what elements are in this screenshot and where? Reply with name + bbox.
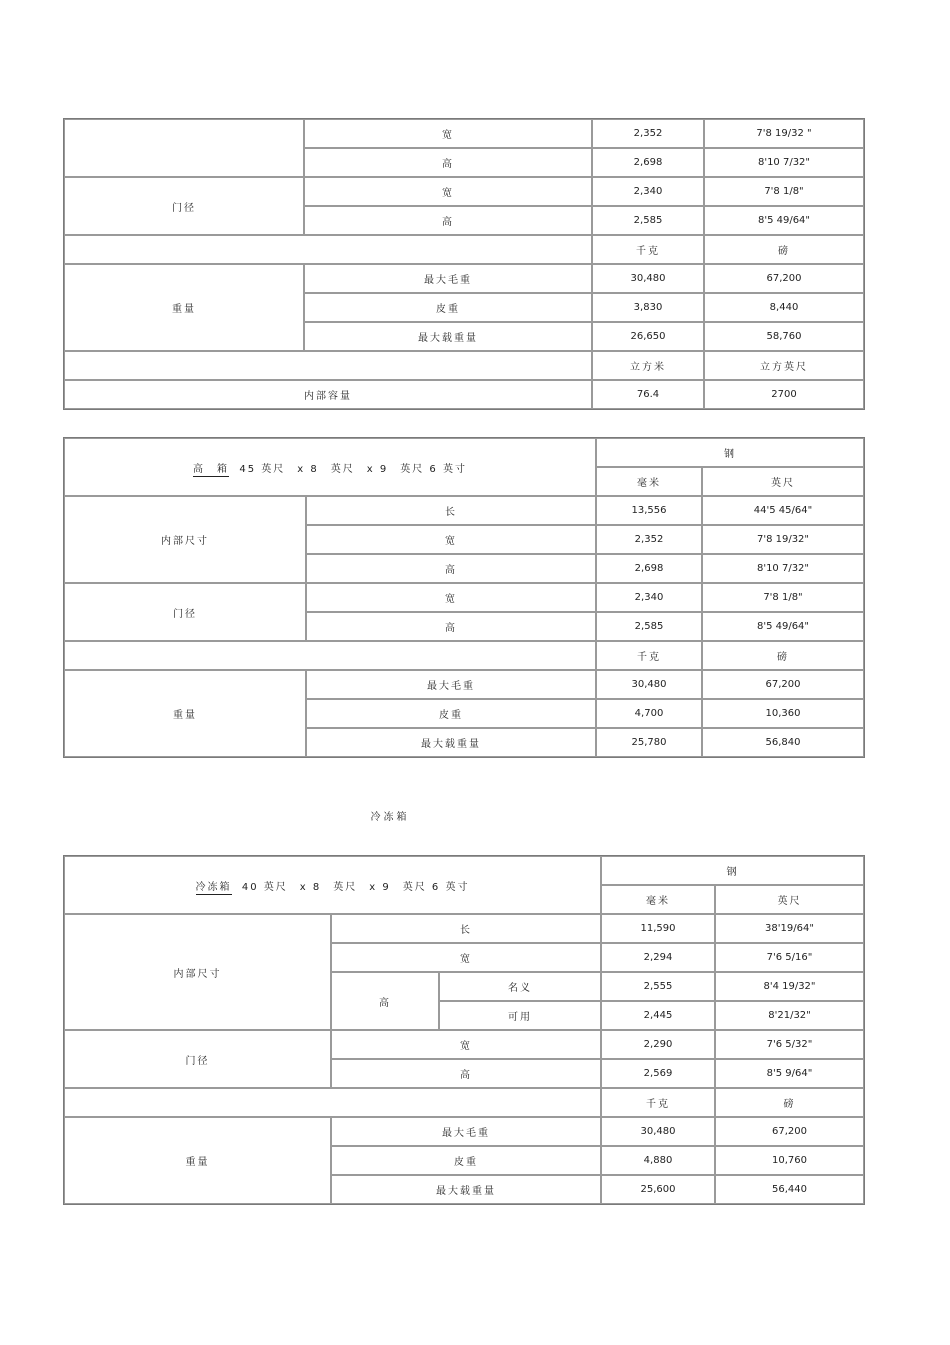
value-mm: 2,585 xyxy=(592,206,704,235)
group-label-weight: 重量 xyxy=(64,1117,331,1204)
unit-kg: 千克 xyxy=(592,235,704,264)
row-label: 皮重 xyxy=(331,1146,601,1175)
sub-group-label-height: 高 xyxy=(331,972,439,1030)
group-label-weight: 重量 xyxy=(64,264,304,351)
row-label: 高 xyxy=(306,612,596,641)
row-label: 最大毛重 xyxy=(331,1117,601,1146)
table-row xyxy=(64,177,864,206)
value-mm: 2,698 xyxy=(592,148,704,177)
row-label: 最大载重量 xyxy=(331,1175,601,1204)
table-title xyxy=(64,438,596,496)
value-kg: 4,880 xyxy=(601,1146,715,1175)
value-lb: 67,200 xyxy=(704,264,864,293)
table-row xyxy=(64,119,864,148)
row-label: 最大毛重 xyxy=(306,670,596,699)
unit-ft3: 立方英尺 xyxy=(704,351,864,380)
table-row xyxy=(64,856,864,885)
table-row xyxy=(64,641,864,670)
unit-lb: 磅 xyxy=(715,1088,864,1117)
value-ft: 8'5 49/64" xyxy=(704,206,864,235)
value-mm: 2,569 xyxy=(601,1059,715,1088)
value-ft: 8'21/32" xyxy=(715,1001,864,1030)
table-row xyxy=(64,1117,864,1146)
row-label: 宽 xyxy=(331,1030,601,1059)
group-label-door: 门径 xyxy=(64,583,306,641)
value-kg: 25,780 xyxy=(596,728,702,757)
value-lb: 10,360 xyxy=(702,699,864,728)
value-mm: 2,698 xyxy=(596,554,702,583)
value-mm: 13,556 xyxy=(596,496,702,525)
value-mm: 2,585 xyxy=(596,612,702,641)
value-mm: 2,445 xyxy=(601,1001,715,1030)
value-lb: 67,200 xyxy=(702,670,864,699)
table-row xyxy=(64,1030,864,1059)
title-main: 高 箱 xyxy=(193,463,230,475)
value-kg: 4,700 xyxy=(596,699,702,728)
row-label: 宽 xyxy=(306,525,596,554)
table-row xyxy=(64,235,864,264)
value-ft: 7'8 1/8" xyxy=(702,583,864,612)
value-mm: 2,294 xyxy=(601,943,715,972)
table-row xyxy=(64,670,864,699)
row-label: 宽 xyxy=(306,583,596,612)
value-ft: 38'19/64" xyxy=(715,914,864,943)
value-mm: 11,590 xyxy=(601,914,715,943)
table-row xyxy=(64,264,864,293)
spec-table-reefer xyxy=(63,855,865,1205)
empty-cell xyxy=(64,351,592,380)
group-label-inner: 内部尺寸 xyxy=(64,496,306,583)
group-label-inner: 内部尺寸 xyxy=(64,914,331,1030)
unit-kg: 千克 xyxy=(601,1088,715,1117)
value-m3: 76.4 xyxy=(592,380,704,409)
table-row xyxy=(64,583,864,612)
value-ft: 44'5 45/64" xyxy=(702,496,864,525)
value-ft: 7'6 5/32" xyxy=(715,1030,864,1059)
table-row xyxy=(64,1088,864,1117)
table-row xyxy=(64,380,864,409)
value-lb: 10,760 xyxy=(715,1146,864,1175)
group-label-door: 门径 xyxy=(64,177,304,235)
row-label: 最大载重量 xyxy=(304,322,592,351)
value-ft3: 2700 xyxy=(704,380,864,409)
row-label: 高 xyxy=(304,148,592,177)
unit-ft: 英尺 xyxy=(715,885,864,914)
value-ft: 7'6 5/16" xyxy=(715,943,864,972)
value-kg: 30,480 xyxy=(596,670,702,699)
empty-cell xyxy=(64,641,596,670)
row-label: 名义 xyxy=(439,972,601,1001)
value-kg: 25,600 xyxy=(601,1175,715,1204)
value-ft: 8'10 7/32" xyxy=(704,148,864,177)
value-mm: 2,352 xyxy=(596,525,702,554)
unit-mm: 毫米 xyxy=(601,885,715,914)
empty-cell xyxy=(64,119,304,177)
row-label: 最大毛重 xyxy=(304,264,592,293)
value-ft: 7'8 19/32" xyxy=(702,525,864,554)
value-lb: 8,440 xyxy=(704,293,864,322)
row-label: 宽 xyxy=(304,119,592,148)
title-dims: 45 英尺 x 8 英尺 x 9 英尺 6 英寸 xyxy=(239,463,467,475)
value-lb: 67,200 xyxy=(715,1117,864,1146)
value-mm: 2,290 xyxy=(601,1030,715,1059)
table-title xyxy=(64,856,601,914)
table-row xyxy=(64,914,864,943)
table-row xyxy=(64,496,864,525)
unit-lb: 磅 xyxy=(704,235,864,264)
value-mm: 2,340 xyxy=(596,583,702,612)
row-label: 长 xyxy=(306,496,596,525)
value-kg: 30,480 xyxy=(601,1117,715,1146)
section-title-reefer: 冷冻箱 xyxy=(370,812,410,823)
group-label-weight: 重量 xyxy=(64,670,306,757)
value-ft: 8'4 19/32" xyxy=(715,972,864,1001)
row-label: 高 xyxy=(304,206,592,235)
empty-cell xyxy=(64,235,592,264)
row-label: 最大载重量 xyxy=(306,728,596,757)
row-label: 宽 xyxy=(304,177,592,206)
row-label: 宽 xyxy=(331,943,601,972)
value-mm: 2,352 xyxy=(592,119,704,148)
value-mm: 2,340 xyxy=(592,177,704,206)
material-header: 钢 xyxy=(596,438,864,467)
value-kg: 3,830 xyxy=(592,293,704,322)
row-label: 高 xyxy=(306,554,596,583)
table-row xyxy=(64,438,864,467)
value-ft: 8'5 49/64" xyxy=(702,612,864,641)
title-dims: 40 英尺 x 8 英尺 x 9 英尺 6 英寸 xyxy=(241,881,470,893)
spec-table-1 xyxy=(63,118,865,410)
title-main: 冷冻箱 xyxy=(195,881,232,893)
row-label: 皮重 xyxy=(304,293,592,322)
row-label: 皮重 xyxy=(306,699,596,728)
table-row xyxy=(64,351,864,380)
row-label: 可用 xyxy=(439,1001,601,1030)
value-lb: 58,760 xyxy=(704,322,864,351)
row-label: 长 xyxy=(331,914,601,943)
unit-m3: 立方米 xyxy=(592,351,704,380)
spec-table-high-cube xyxy=(63,437,865,758)
empty-cell xyxy=(64,1088,601,1117)
value-kg: 26,650 xyxy=(592,322,704,351)
value-mm: 2,555 xyxy=(601,972,715,1001)
value-lb: 56,840 xyxy=(702,728,864,757)
row-label: 高 xyxy=(331,1059,601,1088)
unit-kg: 千克 xyxy=(596,641,702,670)
row-label-capacity: 内部容量 xyxy=(64,380,592,409)
value-kg: 30,480 xyxy=(592,264,704,293)
unit-mm: 毫米 xyxy=(596,467,702,496)
unit-lb: 磅 xyxy=(702,641,864,670)
value-lb: 56,440 xyxy=(715,1175,864,1204)
value-ft: 7'8 1/8" xyxy=(704,177,864,206)
group-label-door: 门径 xyxy=(64,1030,331,1088)
unit-ft: 英尺 xyxy=(702,467,864,496)
material-header: 钢 xyxy=(601,856,864,885)
value-ft: 7'8 19/32 " xyxy=(704,119,864,148)
value-ft: 8'5 9/64" xyxy=(715,1059,864,1088)
value-ft: 8'10 7/32" xyxy=(702,554,864,583)
